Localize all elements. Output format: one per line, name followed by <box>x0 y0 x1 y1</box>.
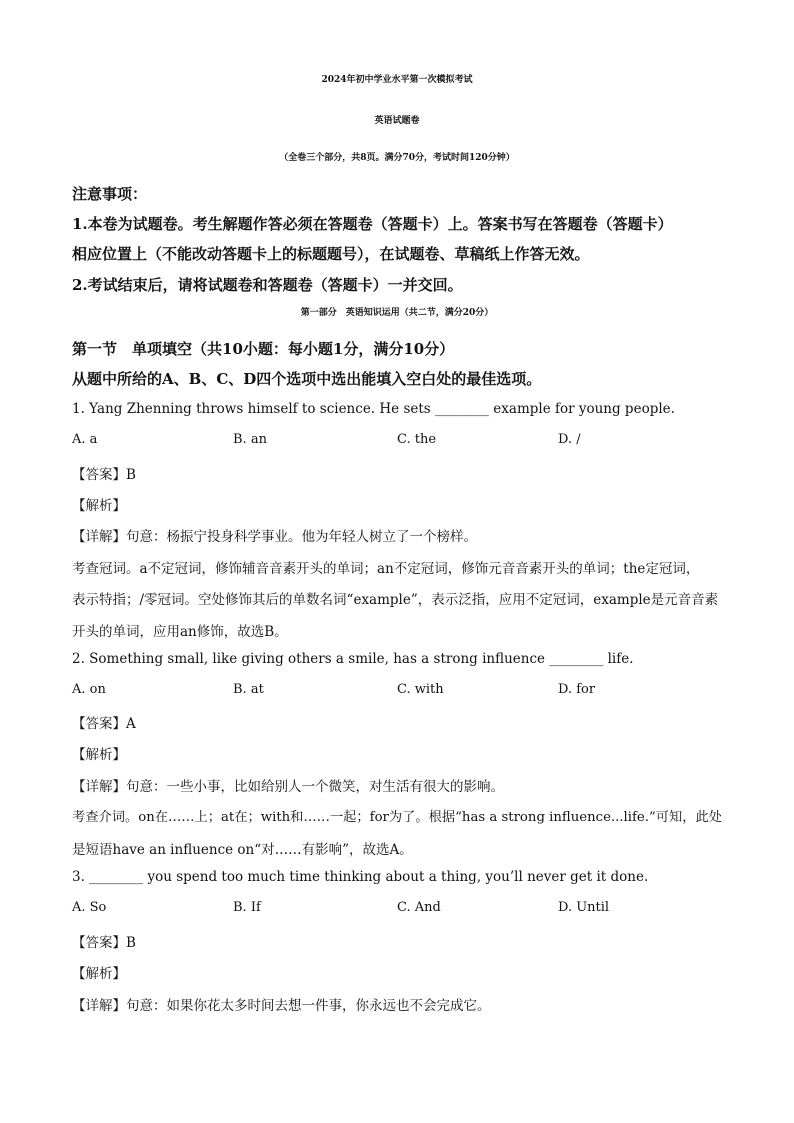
question-3-option-a: A. So <box>72 900 107 915</box>
question-1-explain-line-2: 表示特指；/零冠词。空处修饰其后的单数名词“example”，表示泛指，应用不定冠词，example是元音音素 <box>72 592 719 608</box>
notice-heading: 注意事项： <box>72 185 148 203</box>
question-2-explain-line-2: 是短语have an influence on“对……有影响”，故选A。 <box>72 842 413 858</box>
question-2-option-a: A. on <box>72 682 106 697</box>
section1-heading: 第一节 单项填空（共10小题：每小题1分，满分10分） <box>72 340 455 358</box>
notice-item-1-line-1: 1.本卷为试题卷。考生解题作答必须在答题卷（答题卡）上。答案书写在答题卷（答题卡） <box>72 215 673 233</box>
question-3-option-d: D. Until <box>558 900 610 915</box>
question-1-option-c: C. the <box>397 432 437 447</box>
question-2-answer: 【答案】A <box>72 716 136 732</box>
question-3-detail: 【详解】句意：如果你花太多时间去想一件事，你永远也不会完成它。 <box>72 998 491 1014</box>
question-2-detail: 【详解】句意：一些小事，比如给别人一个微笑，对生活有很大的影响。 <box>72 779 504 795</box>
question-3-option-c: C. And <box>397 900 441 915</box>
question-2-option-c: C. with <box>397 682 444 697</box>
question-3-option-b: B. If <box>233 900 261 915</box>
question-1-option-d: D. / <box>558 432 581 447</box>
notice-item-1-line-2: 相应位置上（不能改动答题卡上的标题题号），在试题卷、草稿纸上作答无效。 <box>72 245 590 263</box>
question-1-detail: 【详解】句意：杨振宁投身科学事业。他为年轻人树立了一个榜样。 <box>72 529 477 545</box>
question-1-option-a: A. a <box>72 432 98 447</box>
question-1-answer: 【答案】B <box>72 467 136 483</box>
exam-info: （全卷三个部分，共8页。满分70分，考试时间120分钟） <box>279 153 515 163</box>
question-3-analysis: 【解析】 <box>72 966 126 982</box>
section1-instruction: 从题中所给的A、B、C、D四个选项中选出能填入空白处的最佳选项。 <box>72 370 542 388</box>
question-1-explain-line-3: 开头的单词，应用an修饰，故选B。 <box>72 624 288 640</box>
question-2-stem: 2. Something small, like giving others a smile, has a strong influence ________ life. <box>72 651 634 667</box>
question-2-option-d: D. for <box>558 682 596 697</box>
question-3-answer: 【答案】B <box>72 935 136 951</box>
question-1-option-b: B. an <box>233 432 267 447</box>
question-1-explain-line-1: 考查冠词。a不定冠词，修饰辅音音素开头的单词；an不定冠词，修饰元音音素开头的单词；the定冠词， <box>72 561 700 577</box>
exam-subtitle: 英语试题卷 <box>374 116 420 126</box>
exam-title: 2024年初中学业水平第一次模拟考试 <box>321 75 473 85</box>
question-2-option-b: B. at <box>233 682 264 697</box>
question-1-analysis: 【解析】 <box>72 498 126 514</box>
question-2-explain-line-1: 考查介词。on在……上；at在；with和……一起；for为了。根据“has a strong influence...life.”可知，此处 <box>72 810 723 825</box>
part1-heading: 第一部分 英语知识运用（共二节，满分20分） <box>300 308 494 318</box>
question-3-stem: 3. ________ you spend too much time thinking about a thing, you’ll never get it done. <box>72 869 649 885</box>
question-2-analysis: 【解析】 <box>72 747 126 763</box>
notice-item-2: 2.考试结束后，请将试题卷和答题卷（答题卡）一并交回。 <box>72 276 463 294</box>
question-1-stem: 1. Yang Zhenning throws himself to science. He sets ________ example for young people. <box>72 401 675 417</box>
